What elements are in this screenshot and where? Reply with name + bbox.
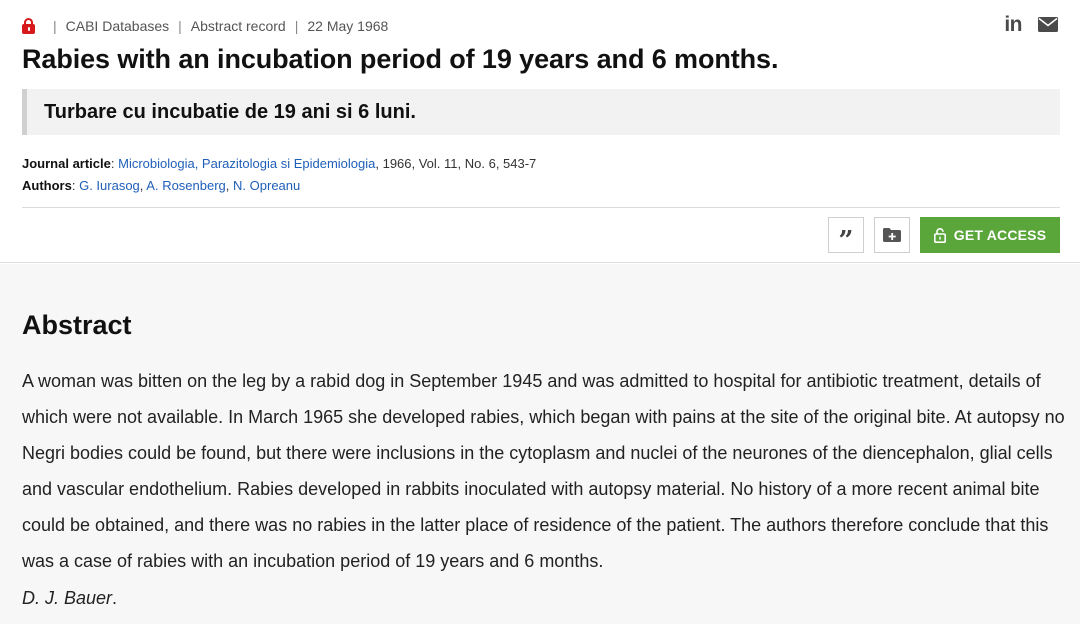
separator: | (178, 18, 182, 34)
share-links (1004, 14, 1058, 35)
author-link[interactable]: G. Iurasog (79, 178, 140, 193)
colon: : (71, 178, 80, 193)
abstract-author: D. J. Bauer (22, 588, 113, 608)
separator: | (294, 18, 299, 34)
linkedin-icon[interactable]: in (1004, 13, 1022, 36)
source-label: CABI Databases (65, 18, 170, 34)
authors-label: Authors (22, 178, 72, 193)
divider (22, 207, 1060, 208)
get-access-label: GET ACCESS (953, 227, 1047, 243)
signature-period: . (112, 588, 118, 608)
journal-details: , 1966, Vol. 11, No. 6, 543-7 (375, 156, 537, 171)
record-date: 22 May 1968 (307, 18, 389, 34)
quote-icon: ” (838, 226, 854, 256)
journal-info (22, 155, 536, 173)
record-actions (828, 217, 1060, 256)
page-title: Rabies with an incubation period of 19 years and 6 months. (22, 44, 779, 74)
abstract-heading: Abstract (22, 310, 132, 340)
separator: | (53, 18, 57, 34)
get-access-button[interactable] (920, 217, 1060, 253)
journal-label: Journal article (22, 156, 111, 171)
authors-info (22, 177, 300, 195)
original-title: Turbare cu incubatie de 19 ani si 6 luni. (22, 89, 1060, 135)
comma: , (225, 178, 234, 193)
author-link[interactable]: N. Opreanu (233, 178, 301, 193)
author-link[interactable]: A. Rosenberg (146, 178, 226, 193)
save-to-folder-button[interactable] (874, 217, 910, 253)
unlock-icon (934, 228, 946, 243)
abstract-text: A woman was bitten on the leg by a rabid dog in September 1945 and was admitted to hospital for antibiotic treatment, details of which were not available. In March 1965 she developed rabies, which began with pains at the site of the original bite. At autopsy no Negri bodies could be found, but there were inclusions in the cytoplasm and nuclei of the neurones of the diencephalon, glial cells and vascular endothelium. Rabies developed in rabbits inoculated with autopsy material. No history of a more recent animal bite could be obtained, and there was no rabies in the latter place of residence of the patient. The authors therefore conclude that this was a case of rabies with an incubation period of 19 years and 6 months. (22, 371, 1065, 571)
lock-icon (22, 18, 35, 34)
record-meta (22, 17, 388, 35)
record-header (0, 0, 1080, 263)
colon: : (110, 156, 119, 171)
journal-link[interactable]: Microbiologia, Parazitologia si Epidemiologia (118, 156, 376, 171)
comma: , (139, 178, 147, 193)
mail-icon[interactable] (1038, 17, 1058, 32)
abstract-signature (22, 580, 117, 616)
add-folder-icon (883, 228, 901, 242)
abstract-section (0, 264, 1080, 624)
cite-button[interactable] (828, 217, 864, 256)
record-type-label: Abstract record (190, 18, 286, 34)
